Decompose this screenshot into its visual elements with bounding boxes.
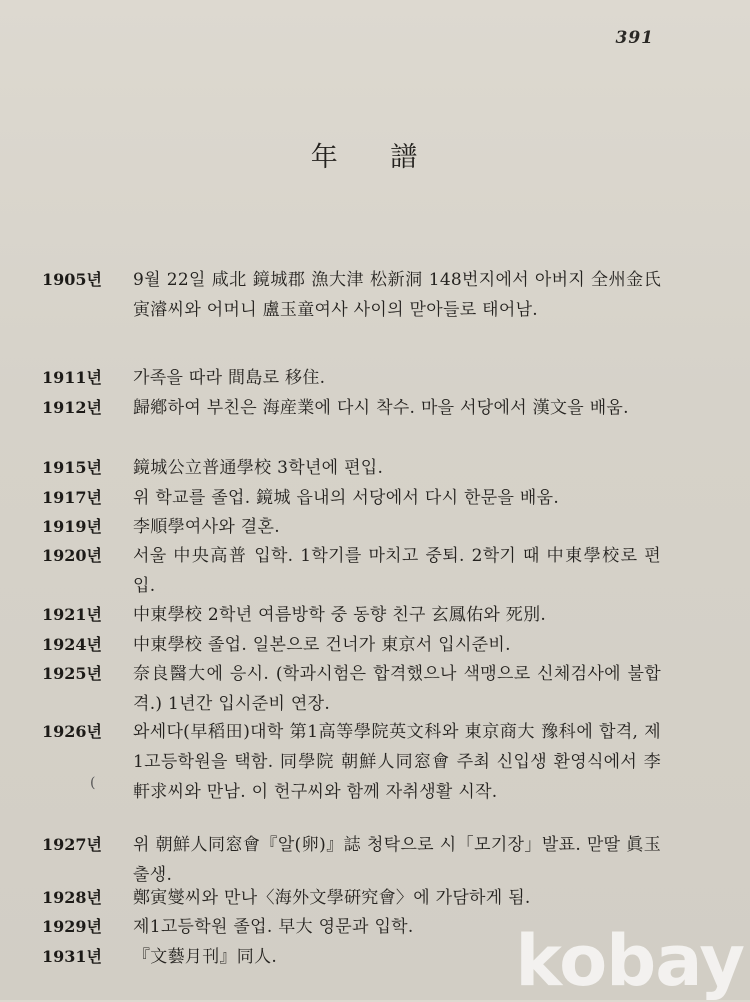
entry-text: 가족을 따라 間島로 移住.: [133, 368, 326, 388]
entry-text: 奈良醫大에 응시. (학과시험은 합격했으나 색맹으로 신체검사에 불합격.) 1년간 입시준비 연장.: [133, 664, 661, 714]
entry-text: 위 朝鮮人同窓會『알(卵)』誌 청탁으로 시「모기장」발표. 맏딸 眞玉 출생.: [133, 835, 661, 885]
entry-year: 1911년: [42, 368, 102, 387]
entry-year: 1931년: [42, 947, 102, 966]
page-number: 391: [615, 28, 654, 48]
watermark-logo: kobay: [515, 920, 744, 1002]
entry-year: 1912년: [42, 398, 102, 417]
entry-year: 1921년: [42, 605, 102, 624]
entry-year: 1905년: [42, 270, 102, 289]
margin-mark: (: [90, 775, 96, 791]
entry-year: 1919년: [42, 517, 102, 536]
entry-text: 中東學校 졸업. 일본으로 건너가 東京서 입시준비.: [133, 635, 511, 655]
entry-year: 1925년: [42, 664, 102, 683]
entry-text: 中東學校 2학년 여름방학 중 동향 친구 玄鳳佑와 死別.: [133, 605, 547, 625]
entry-text: 위 학교를 졸업. 鏡城 읍내의 서당에서 다시 한문을 배움.: [133, 488, 560, 508]
entry-text: 『文藝月刊』同人.: [133, 947, 278, 967]
entry-text: 제1고등학원 졸업. 早大 영문과 입학.: [133, 917, 414, 937]
entry-year: 1929년: [42, 917, 102, 936]
entry-year: 1926년: [42, 722, 102, 741]
entry-text: 와세다(早稻田)대학 第1高等學院英文科와 東京商大 豫科에 합격, 제1고등학원을 택함. 同學院 朝鮮人同窓會 주최 신입생 환영식에서 李軒求씨와 만남. 이 헌구씨와 함께 자취생활 시작.: [133, 722, 661, 802]
entry-text: 李順學여사와 결혼.: [133, 517, 280, 537]
entry-text: 9월 22일 咸北 鏡城郡 漁大津 松新洞 148번지에서 아버지 全州金氏 寅濬씨와 어머니 盧玉童여사 사이의 맏아들로 태어남.: [133, 270, 661, 320]
entry-text: 鏡城公立普通學校 3학년에 편입.: [133, 458, 384, 478]
entry-year: 1915년: [42, 458, 102, 477]
page-title: 年 譜: [310, 142, 440, 173]
entry-year: 1917년: [42, 488, 102, 507]
entry-year: 1924년: [42, 635, 102, 654]
entry-year: 1920년: [42, 546, 102, 565]
entry-text: 歸鄕하여 부친은 海産業에 다시 착수. 마을 서당에서 漢文을 배움.: [133, 398, 629, 418]
entry-year: 1927년: [42, 835, 102, 854]
entry-text: 서울 中央高普 입학. 1학기를 마치고 중퇴. 2학기 때 中東學校로 편입.: [133, 546, 661, 596]
entry-year: 1928년: [42, 888, 102, 907]
entry-text: 鄭寅燮씨와 만나〈海外文學硏究會〉에 가담하게 됨.: [133, 888, 531, 908]
